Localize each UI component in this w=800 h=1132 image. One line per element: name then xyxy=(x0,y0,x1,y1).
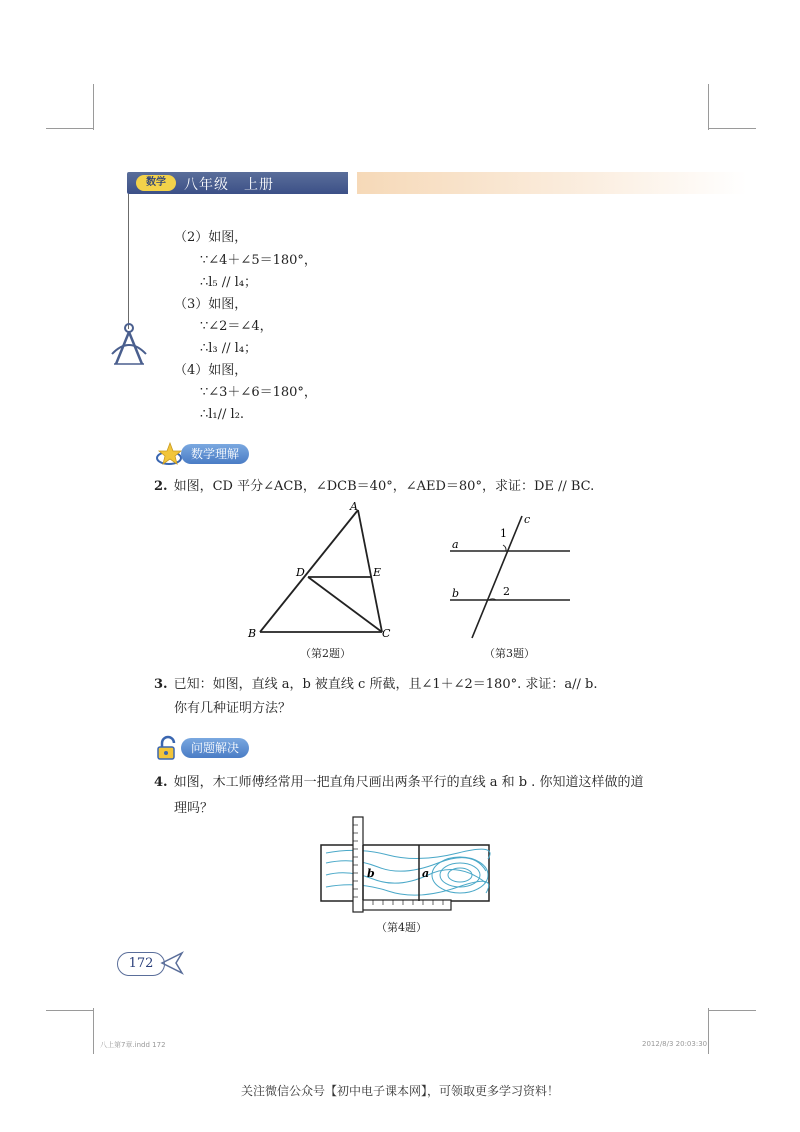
compass-icon xyxy=(108,322,150,368)
solution-label: （2）如图， xyxy=(174,230,248,245)
fish-tail-icon xyxy=(160,950,186,976)
figure-4 xyxy=(318,815,493,917)
line-label: a xyxy=(422,867,430,880)
crop-mark xyxy=(708,128,756,129)
section-title: 数学理解 xyxy=(181,444,249,464)
margin-line xyxy=(128,194,129,329)
crop-mark xyxy=(708,1008,709,1054)
question-text: 如图，木工师傅经常用一把直角尺画出两条平行的直线 a 和 b . 你知道这样做的道 xyxy=(173,775,644,790)
page-number: 172 xyxy=(117,952,165,976)
print-info-right: 2012/8/3 20:03:30 xyxy=(642,1040,708,1048)
question-text: 如图，CD 平分∠ACB，∠DCB＝40°，∠AED＝80°，求证：DE // BC. xyxy=(173,479,595,494)
footer-note: 关注微信公众号【初中电子课本网】，可领取更多学习资料！ xyxy=(240,1084,559,1098)
question-text: 理吗？ xyxy=(174,801,214,816)
point-label: B xyxy=(248,627,257,640)
solution-line: ∴l₅ // l₄； xyxy=(200,275,258,290)
solution-line: ∵∠3＋∠6＝180°， xyxy=(200,385,317,400)
question-2 xyxy=(154,478,594,496)
question-3 xyxy=(154,676,597,694)
angle-label: 2 xyxy=(503,585,510,598)
figure-caption: （第4题） xyxy=(376,921,427,934)
figure-caption: （第2题） xyxy=(300,647,351,660)
line-label: a xyxy=(452,538,459,551)
crop-mark xyxy=(708,1010,756,1011)
solution-label: （4）如图， xyxy=(174,363,248,378)
question-text: 你有几种证明方法？ xyxy=(174,701,292,716)
solution-line: ∴l₁// l₂. xyxy=(200,407,245,422)
crop-mark xyxy=(708,84,709,130)
lock-icon xyxy=(155,735,181,761)
question-number: 3. xyxy=(154,677,168,692)
line-label: c xyxy=(524,513,531,526)
crop-mark xyxy=(93,1008,94,1054)
crop-mark xyxy=(46,1010,94,1011)
point-label: C xyxy=(382,627,391,640)
figure-3 xyxy=(440,508,580,643)
line-label: b xyxy=(367,867,375,880)
solution-line: ∴l₃ // l₄； xyxy=(200,341,258,356)
question-number: 4. xyxy=(154,775,168,790)
solution-line: ∵∠4＋∠5＝180°， xyxy=(200,253,317,268)
section-title: 问题解决 xyxy=(181,738,249,758)
angle-label: 1 xyxy=(500,527,507,540)
point-label: D xyxy=(296,566,305,579)
point-label: A xyxy=(350,500,358,513)
question-number: 2. xyxy=(154,479,168,494)
crop-mark xyxy=(46,128,94,129)
point-label: E xyxy=(373,566,382,579)
solution-line: ∵∠2＝∠4， xyxy=(200,319,273,334)
book-title: 八年级 上册 xyxy=(184,177,274,193)
header-decoration xyxy=(357,172,747,194)
question-4 xyxy=(154,774,643,792)
print-info-left: 八上第7章.indd 172 xyxy=(100,1041,166,1049)
line-label: b xyxy=(452,587,460,600)
solution-label: （3）如图， xyxy=(174,297,248,312)
crop-mark xyxy=(93,84,94,130)
subject-logo: 数学 xyxy=(136,175,176,191)
question-text: 已知：如图，直线 a，b 被直线 c 所截，且∠1＋∠2＝180°. 求证：a// b. xyxy=(173,677,598,692)
figure-2 xyxy=(240,500,410,645)
figure-caption: （第3题） xyxy=(484,647,535,660)
